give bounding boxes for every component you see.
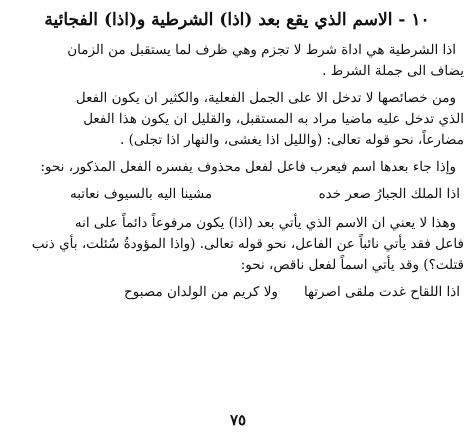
section-heading: ١٠ - الاسم الذي يقع بعد (اذا) الشرطية و(اذا) الفجائية bbox=[44, 10, 430, 30]
paragraph-line: ومن خصائصها لا تدخل الا على الجمل الفعلية، والكثير ان يكون الفعل bbox=[75, 90, 456, 106]
paragraph-line: اذا الشرطية هي اداة شرط لا تجزم وهي ظرف لما يستقبل من الزمان bbox=[67, 42, 456, 58]
verse-hemistich: اذا اللقاح غدت ملقى اصرتها bbox=[303, 284, 460, 300]
paragraph-1 bbox=[10, 40, 464, 82]
paragraph-line: وهذا لا يعني ان الاسم الذي يأتي بعد (اذا) يكون مرفوعاً دائماً على انه bbox=[74, 215, 456, 231]
poetry-verse-1 bbox=[10, 184, 464, 205]
paragraph-3 bbox=[10, 157, 464, 178]
verse-hemistich: اذا الملك الجبارُ صعر خده bbox=[318, 186, 460, 202]
paragraph-line: وإذا جاء بعدها اسم فيعرب فاعل لفعل محذوف يفسره الفعل المذكور، نحو: bbox=[40, 159, 456, 175]
paragraph-line: يضاف الى جملة الشرط . bbox=[322, 63, 464, 79]
page-number: ٧٥ bbox=[229, 411, 247, 429]
paragraph-2 bbox=[10, 88, 464, 151]
paragraph-line: فاعل فقد يأتي نائباً عن الفاعل، نحو قوله تعالى. (واذا المؤودةُ سُئلت، بأي ذنب bbox=[31, 236, 464, 252]
verse-hemistich: مشينا اليه بالسيوف نعاتبه bbox=[70, 186, 213, 202]
paragraph-4 bbox=[10, 213, 464, 276]
verse-hemistich: ولا كريم من الولدان مصبوح bbox=[124, 284, 278, 300]
paragraph-line: قتلت؟) وقد يأتي اسماً لفعل ناقص، نحو: bbox=[240, 257, 464, 273]
poetry-verse-2 bbox=[10, 282, 464, 303]
paragraph-line: مضارعاً، نحو قوله تعالى: (والليل اذا يغشى، والنهار اذا تجلى) . bbox=[120, 132, 464, 148]
paragraph-line: الذي تدخل عليه ماضيا مراد به المستقبل، والقليل ان يكون هذا الفعل bbox=[83, 111, 464, 127]
